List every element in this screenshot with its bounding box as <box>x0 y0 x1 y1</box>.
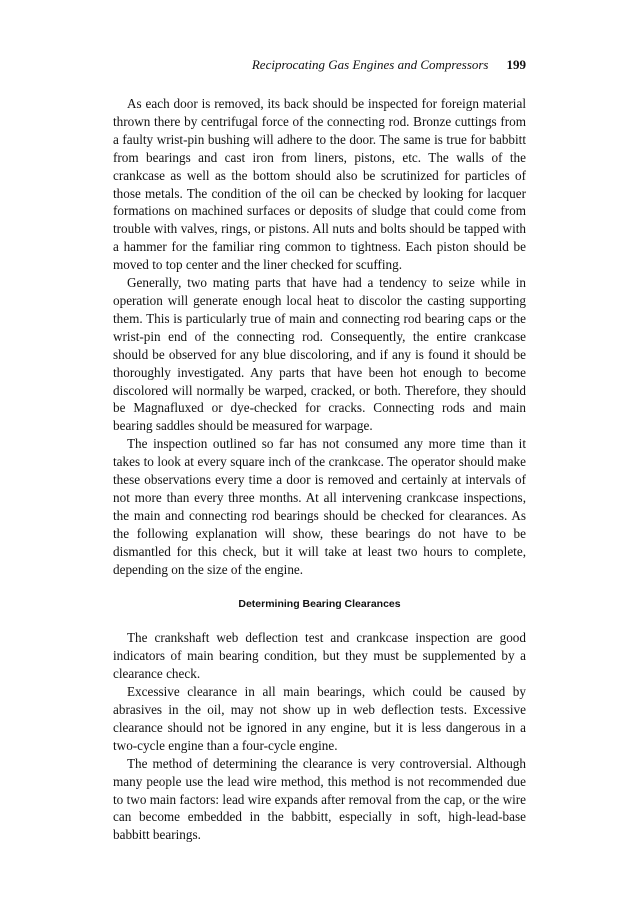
paragraph: Generally, two mating parts that have had a tendency to seize while in operation will generate enough local heat to discolor the casting supporting them. This is particularly true of main and connecting rod bearing caps or the wrist-pin end of the connecting rod. Consequently, the entire crankcase should be observed for any blue discoloring, and if any is found it should be thoroughly investigated. Any parts that have been hot enough to become discolored will normally be warped, cracked, or both. Therefore, they should be Magnafluxed or dye-checked for cracks. Connecting rods and main bearing saddles should be measured for warpage. <box>113 275 526 434</box>
paragraph: The crankshaft web deflection test and crankcase inspection are good indicators of main bearing condition, but they must be supplemented by a clearance check. <box>113 630 526 682</box>
body-text <box>113 95 526 844</box>
paragraph: The inspection outlined so far has not consumed any more time than it takes to look at every square inch of the crankcase. The operator should make these observations every time a door is removed and certainly at intervals of not more than every three months. At all intervening crankcase inspections, the main and connecting rod bearings should be checked for clearances. As the following explanation will show, these bearings do not have to be dismantled for this check, but it will take at least two hours to complete, depending on the size of the engine. <box>113 436 526 577</box>
running-title: Reciprocating Gas Engines and Compressors <box>251 57 489 72</box>
running-head <box>113 57 526 77</box>
page-number: 199 <box>506 57 526 72</box>
paragraph: Excessive clearance in all main bearings, which could be caused by abrasives in the oil, may not show up in web deflection tests. Excessive clearance should not be ignored in any engine, but it is less dangerous in a two-cycle engine than a four-cycle engine. <box>113 684 526 753</box>
paragraph: The method of determining the clearance is very controversial. Although many people use the lead wire method, this method is not recommended due to two main factors: lead wire expands after removal from the cap, or the wire can become embedded in the babbitt, especially in soft, high-lead-base babbitt bearings. <box>113 755 526 843</box>
paragraph: As each door is removed, its back should be inspected for foreign material thrown there by centrifugal force of the connecting rod. Bronze cuttings from a faulty wrist-pin bushing will adhere to the door. The same is true for babbitt from bearings and cast iron from liners, pistons, etc. The walls of the crankcase as well as the bottom should also be scrutinized for particles of those metals. The condition of the oil can be checked by looking for lacquer formations on machined surfaces or deposits of sludge that could come from trouble with valves, rings, or pistons. All nuts and bolts should be tapped with a hammer for the familiar ring common to tightness. Each piston should be moved to top center and the liner checked for scuffing. <box>113 96 526 273</box>
section-heading: Determining Bearing Clearances <box>238 598 401 611</box>
